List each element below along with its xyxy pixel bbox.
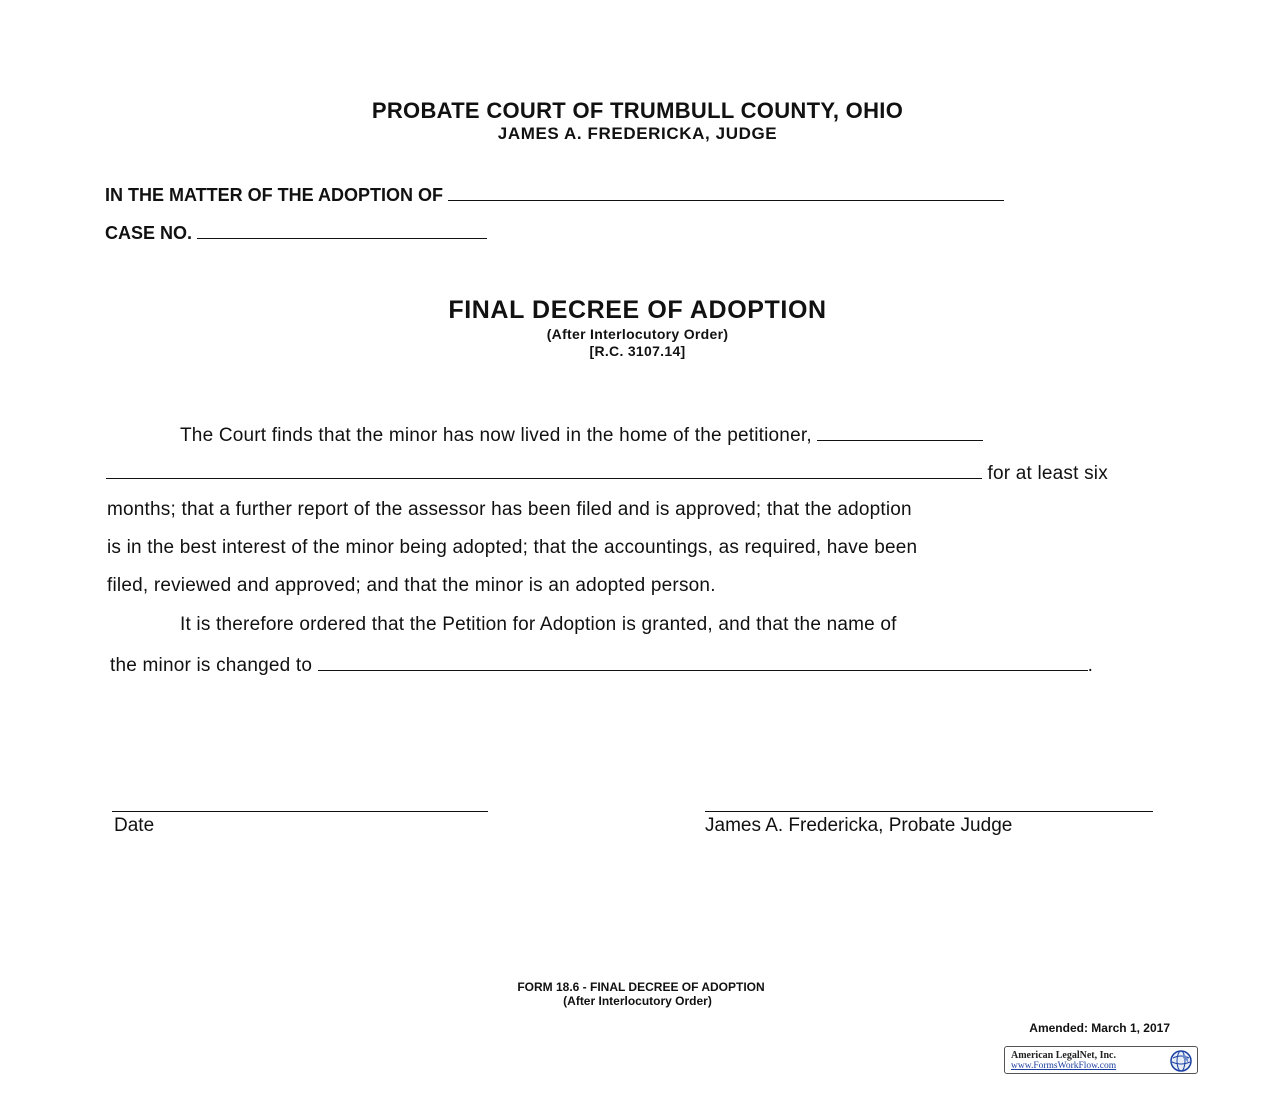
american-legalnet-logo[interactable] — [1004, 1046, 1198, 1074]
form-title-footer: FORM 18.6 - FINAL DECREE OF ADOPTION — [517, 980, 765, 994]
adoption-caption — [105, 182, 1004, 206]
petitioner-field-continued[interactable] — [106, 460, 982, 479]
logo-company-name: American LegalNet, Inc. — [1011, 1050, 1116, 1061]
case-number-field[interactable] — [197, 220, 487, 239]
judge-name: JAMES A. FREDERICKA, JUDGE — [497, 124, 778, 143]
p1-text-1: The Court finds that the minor has now lived in the home of the petitioner, — [180, 425, 812, 446]
judge-signature-label: James A. Fredericka, Probate Judge — [705, 815, 1013, 836]
body-line-3: months; that a further report of the assessor has been filed and is approved; that the adoption — [107, 499, 912, 520]
p1-text-2: for at least six — [987, 463, 1108, 484]
body-line-7 — [110, 652, 1093, 677]
p2-text-2: the minor is changed to — [110, 655, 313, 676]
logo-url[interactable]: www.FormsWorkFlow.com — [1011, 1061, 1117, 1071]
petitioner-field[interactable] — [817, 422, 983, 441]
body-line-1 — [180, 422, 983, 447]
case-number-row — [105, 220, 487, 244]
sentence-period: . — [1087, 655, 1094, 676]
body-line-5: filed, reviewed and approved; and that the minor is an adopted person. — [107, 575, 716, 596]
body-line-4: is in the best interest of the minor being adopted; that the accountings, as required, have been — [107, 537, 918, 558]
matter-label: IN THE MATTER OF THE ADOPTION OF — [105, 185, 443, 205]
adoptee-name-field[interactable] — [448, 182, 1004, 201]
document-title: FINAL DECREE OF ADOPTION — [448, 296, 827, 324]
body-line-2 — [106, 460, 1108, 485]
statute-reference: [R.C. 3107.14] — [589, 343, 686, 359]
judge-signature-line[interactable] — [705, 811, 1153, 812]
case-label: CASE NO. — [105, 223, 193, 243]
globe-icon — [1169, 1049, 1193, 1078]
new-name-field[interactable] — [318, 652, 1088, 671]
document-subtitle: (After Interlocutory Order) — [546, 326, 729, 342]
date-label: Date — [114, 815, 155, 836]
body-line-6: It is therefore ordered that the Petition for Adoption is granted, and that the name of — [180, 614, 897, 635]
court-name: PROBATE COURT OF TRUMBULL COUNTY, OHIO — [371, 98, 904, 123]
amended-date: Amended: March 1, 2017 — [1029, 1021, 1170, 1035]
form-subtitle-footer: (After Interlocutory Order) — [563, 994, 712, 1008]
date-signature-line[interactable] — [112, 811, 488, 812]
